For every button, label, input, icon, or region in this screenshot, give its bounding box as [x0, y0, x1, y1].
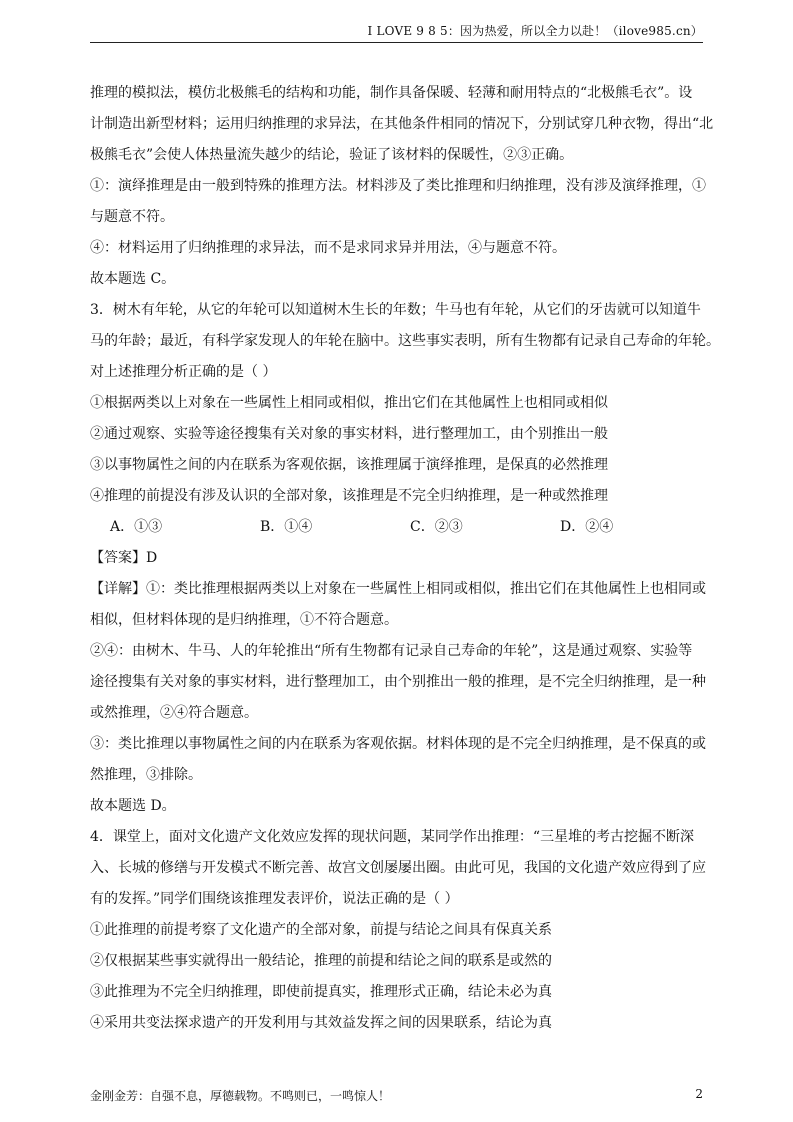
question-4-line: 有的发挥。”同学们围绕该推理发表评价，说法正确的是（ ）: [90, 891, 459, 907]
page-footer: [90, 1087, 703, 1104]
statement-line: ②通过观察、实验等途径搜集有关对象的事实材料，进行整理加工，由个别推出一般: [90, 426, 608, 442]
footer-motto: 金刚金芳：自强不息，厚德载物。不鸣则已，一鸣惊人！: [90, 1089, 391, 1103]
statement-line: ②仅根据某些事实就得出一般结论，推理的前提和结论之间的联系是或然的: [90, 953, 552, 969]
question-3-line: 3．树木有年轮，从它的年轮可以知道树木生长的年数；牛马也有年轮，从它们的牙齿就可以知道牛: [90, 302, 701, 318]
explanation-line: 或然推理，②④符合题意。: [90, 705, 258, 721]
question-3-line: 马的年龄；最近，有科学家发现人的年轮在脑中。这些事实表明，所有生物都有记录自己寿命的年轮。: [90, 333, 720, 349]
document-body: [90, 78, 720, 1039]
explanation-line: 途径搜集有关对象的事实材料，进行整理加工，由个别推出一般的推理，是不完全归纳推理，是一种: [90, 674, 706, 690]
question-3-line: 对上述推理分析正确的是（ ）: [90, 364, 277, 380]
explanation-line: ③：类比推理以事物属性之间的内在联系为客观依据。材料体现的是不完全归纳推理，是不保真的或: [90, 736, 706, 752]
text-line: 计制造出新型材料；运用归纳推理的求异法，在其他条件相同的情况下，分别试穿几种衣物，得出“北: [90, 116, 714, 132]
text-line: ④：材料运用了归纳推理的求异法，而不是求同求异并用法，④与题意不符。: [90, 240, 566, 256]
option-c: C．②③: [410, 519, 463, 535]
question-4-line: 4．课堂上，面对文化遗产文化效应发挥的现状问题，某同学作出推理：“三星堆的考古挖掘不断深: [90, 829, 695, 845]
explanation-line: 然推理，③排除。: [90, 767, 202, 783]
text-line: 推理的模拟法，模仿北极熊毛的结构和功能，制作具备保暖、轻薄和耐用特点的“北极熊毛衣”。设: [90, 85, 693, 101]
option-a: A．①③: [110, 519, 163, 535]
page-number: 2: [695, 1087, 703, 1101]
statement-line: ①此推理的前提考察了文化遗产的全部对象，前提与结论之间具有保真关系: [90, 922, 552, 938]
statement-line: ④推理的前提没有涉及认识的全部对象，该推理是不完全归纳推理，是一种或然推理: [90, 488, 608, 504]
option-d: D．②④: [560, 519, 614, 535]
answer-options: [90, 512, 710, 543]
text-line: 故本题选 C。: [90, 271, 176, 287]
statement-line: ①根据两类以上对象在一些属性上相同或相似，推出它们在其他属性上也相同或相似: [90, 395, 608, 411]
explanation-line: 故本题选 D。: [90, 798, 176, 814]
explanation-line: ②④：由树木、牛马、人的年轮推出“所有生物都有记录自己寿命的年轮”，这是通过观察、实验等: [90, 643, 693, 659]
header-text: I LOVE 9 8 5：因为热爱，所以全力以赴！（ilove985.cn）: [367, 24, 703, 38]
answer-line: 【答案】D: [90, 550, 158, 566]
question-4-line: 入、长城的修缮与开发模式不断完善、故宫文创屡屡出圈。由此可见，我国的文化遗产效应得到了应: [90, 860, 706, 876]
statement-line: ③以事物属性之间的内在联系为客观依据，该推理属于演绎推理，是保真的必然推理: [90, 457, 608, 473]
option-b: B．①④: [260, 519, 313, 535]
text-line: 与题意不符。: [90, 209, 174, 225]
explanation-line: 【详解】①：类比推理根据两类以上对象在一些属性上相同或相似，推出它们在其他属性上也相同或: [90, 581, 706, 597]
statement-line: ④采用共变法探求遗产的开发利用与其效益发挥之间的因果联系，结论为真: [90, 1015, 552, 1031]
statement-line: ③此推理为不完全归纳推理，即使前提真实，推理形式正确，结论未必为真: [90, 984, 552, 1000]
page-header: [90, 22, 703, 43]
explanation-line: 相似，但材料体现的是归纳推理，①不符合题意。: [90, 612, 398, 628]
text-line: ①：演绎推理是由一般到特殊的推理方法。材料涉及了类比推理和归纳推理，没有涉及演绎推理，①: [90, 178, 706, 194]
text-line: 极熊毛衣”会使人体热量流失越少的结论，验证了该材料的保暖性，②③正确。: [90, 147, 574, 163]
